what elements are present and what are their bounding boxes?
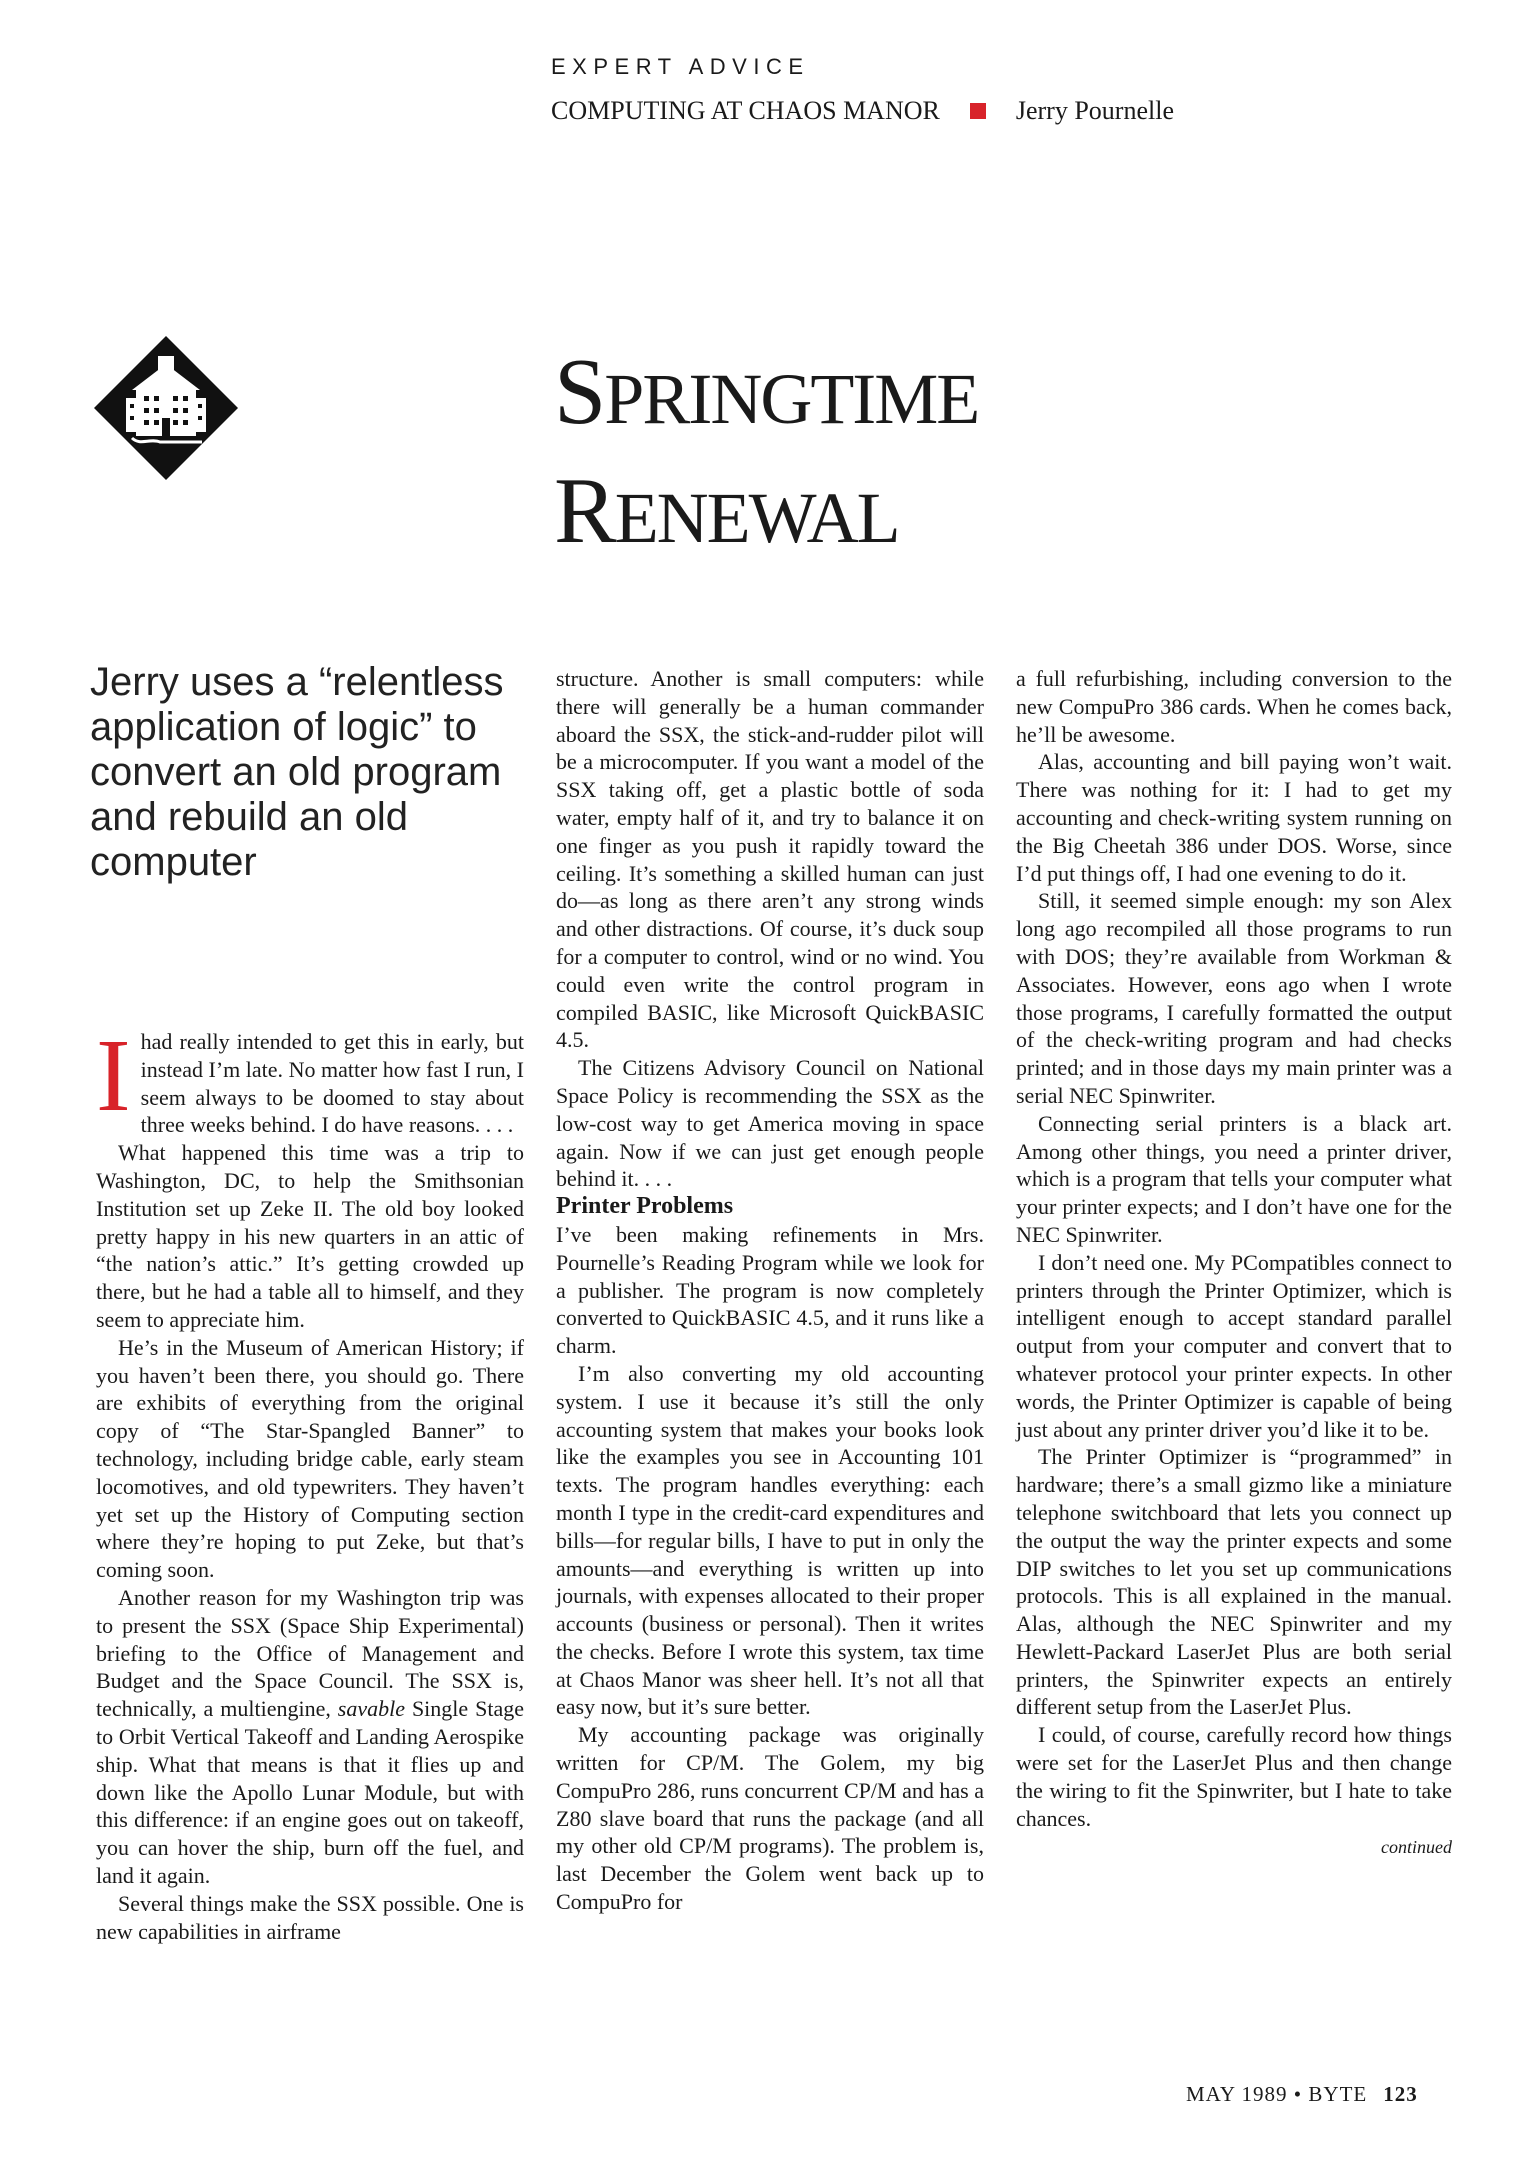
paragraph: a full refurbishing, including conversion to the new CompuPro 386 cards. When he comes back, he’ll be awesome. bbox=[1016, 666, 1452, 747]
paragraph: I could, of course, carefully record how things were set for the LaserJet Plus and then change the wiring to fit the Spinwriter, but I hate to take chances. bbox=[1016, 1722, 1452, 1831]
emphasis-text: savable bbox=[337, 1696, 405, 1722]
paragraph: Still, it seemed simple enough: my son Alex long ago recompiled all those programs to run with DOS; they’re available from Workman & Associates. However, eons ago when I wrote those programs, I carefully formatted the output of the check-writing program and had checks printed; and in those days my main printer was a serial NEC Spinwriter. bbox=[1016, 888, 1452, 1108]
paragraph-text: Another reason for my Washington trip was to present the SSX (Space Ship Experimental) briefing to the Office of Management and Budget and the Space Council. The SSX is, technically, a multiengine, bbox=[96, 1584, 524, 1722]
column-2 bbox=[556, 665, 984, 1916]
title-line-1 bbox=[554, 336, 978, 455]
paragraph-text: had really intended to get this in early, but instead I’m late. No matter how fast I run, I seem always to be doomed to stay about three weeks behind. I do have reasons. . . . bbox=[140, 1029, 524, 1138]
paragraph: My accounting package was originally written for CP/M. The Golem, my big CompuPro 286, runs concurrent CP/M and has a Z80 slave board that runs the package (and all my other old CP/M programs). The problem is, last December the Golem went back up to CompuPro for bbox=[556, 1722, 984, 1915]
paragraph: What happened this time was a trip to Washington, DC, to help the Smithsonian Institution set up Zeke II. The old boy looked pretty happy in his new quarters in an attic of “the nation’s attic.” It’s getting crowded up there, but he had a table all to himself, and they seem to appreciate him. bbox=[96, 1140, 524, 1332]
title-cap-1: S bbox=[554, 340, 605, 444]
column-3 bbox=[1016, 665, 1452, 1862]
title-line-2 bbox=[554, 455, 978, 574]
paragraph: structure. Another is small computers: while there will generally be a human commander aboard the SSX, the stick-and-rudder pilot will be a microcomputer. If you want a model of the SSX taking off, get a plastic bottle of soda water, empty half of it, and try to balance it on one finger as you push it rapidly toward the ceiling. It’s something a skilled human can just do—as long as there aren’t any strong winds and other distractions. Of course, it’s duck soup for a computer to control, wind or no wind. You could even write the control program in compiled BASIC, like Microsoft QuickBASIC 4.5. bbox=[556, 666, 984, 1053]
paragraph: Connecting serial printers is a black art. Among other things, you need a printer driver, which is a program that tells your computer what your printer expects; and I don’t have one for the NEC Spinwriter. bbox=[1016, 1110, 1452, 1247]
drop-cap: I bbox=[96, 1018, 131, 1133]
paragraph: He’s in the Museum of American History; if you haven’t been there, you should go. There are exhibits of everything from the original copy of “The Star-Spangled Banner” to technology, including bridge cable, early steam locomotives, and old typewriters. They haven’t yet set up the History of Computing section where they’re hoping to put Zeke, but that’s coming soon. bbox=[96, 1334, 524, 1583]
page-number: 123 bbox=[1383, 2082, 1418, 2106]
title-cap-2: R bbox=[554, 459, 615, 563]
title-rest-1: PRINGTIME bbox=[604, 359, 979, 439]
paragraph: The Printer Optimizer is “programmed” in hardware; there’s a small gizmo like a miniature telephone switchboard that lets you connect up the output the way the printer expects and some DIP switches to let you set up communications protocols. This is all explained in the manual. Alas, although the NEC Spinwriter and my Hewlett-Packard LaserJet Plus are both serial printers, the Spinwriter expects an entirely different setup from the LaserJet Plus. bbox=[1016, 1444, 1452, 1720]
page-footer bbox=[1186, 2082, 1418, 2107]
section-label: EXPERT ADVICE bbox=[551, 54, 810, 79]
red-square-icon bbox=[970, 103, 986, 119]
paragraph: I’m also converting my old accounting system. I use it because it’s still the only accounting system that makes your books look like the examples you see in Accounting 101 texts. The program handles everything: each month I type in the credit-card expenditures and bills—for regular bills, I have to put in only the amounts—and everything is written up into journals, with expenses allocated to their proper accounts (business or personal). Then it writes the checks. Before I wrote this system, tax time at Chaos Manor was sheer hell. It’s not all that easy now, but it’s sure better. bbox=[556, 1360, 984, 1720]
author-name: Jerry Pournelle bbox=[1015, 96, 1174, 125]
column-header bbox=[551, 96, 1174, 126]
article-deck: Jerry uses a “relentless application of logic” to convert an old program and rebuild an old computer bbox=[90, 660, 504, 884]
continued-label: continued bbox=[1381, 1837, 1452, 1858]
paragraph: The Citizens Advisory Council on National Space Policy is recommending the SSX as the low-cost way to get America moving in space again. Now if we can just get enough people behind it. . . . bbox=[556, 1055, 984, 1192]
paragraph bbox=[96, 1584, 524, 1890]
title-rest-2: ENEWAL bbox=[614, 478, 899, 558]
article-title bbox=[554, 336, 978, 574]
chaos-manor-house-icon bbox=[92, 334, 240, 482]
paragraph bbox=[96, 1018, 524, 1139]
issue-label: MAY 1989 • BYTE bbox=[1186, 2082, 1368, 2106]
paragraph: Alas, accounting and bill paying won’t wait. There was nothing for it: I had to get my accounting and check-writing system running on the Big Cheetah 386 under DOS. Worse, since I’d put things off, I had one evening to do it. bbox=[1016, 749, 1452, 886]
paragraph-text: Single Stage to Orbit Vertical Takeoff and Landing Aerospike ship. What that means is that it flies up and down like the Apollo Lunar Module, but with this difference: if an engine goes out on takeoff, you can hover the ship, burn off the fuel, and land it again. bbox=[96, 1696, 525, 1888]
paragraph: I’ve been making refinements in Mrs. Pournelle’s Reading Program while we look for a publisher. The program is now completely converted to QuickBASIC 4.5, and it runs like a charm. bbox=[556, 1221, 984, 1359]
column-name: COMPUTING AT CHAOS MANOR bbox=[551, 96, 940, 125]
paragraph: Several things make the SSX possible. One is new capabilities in airframe bbox=[96, 1890, 524, 1944]
column-1 bbox=[96, 1018, 525, 1945]
paragraph: I don’t need one. My PCompatibles connect to printers through the Printer Optimizer, which is intelligent enough to accept standard parallel output from your computer and convert that to whatever protocol your printer expects. In other words, the Printer Optimizer is capable of being just about any printer driver you’d like it to be. bbox=[1016, 1249, 1452, 1442]
subhead: Printer Problems bbox=[556, 1193, 734, 1220]
